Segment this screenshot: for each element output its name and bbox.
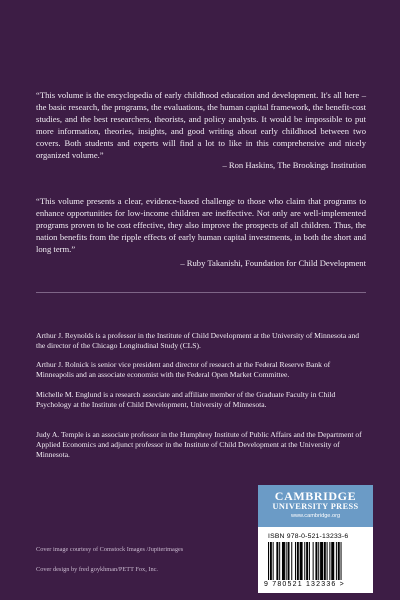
- barcode-bar: [270, 542, 272, 580]
- divider: [36, 292, 366, 293]
- barcode-bar: [300, 542, 303, 580]
- quote-haskins: “This volume is the encyclopedia of early childhood education and development. It's all here – the basic research, the programs, the evaluations, the human capital framework, the benefit-cost studies, and the best researchers, theorists, and policy analysts. It would be impossible to put more information, theories, insights, and good writing about early childhood between two covers. Both students and experts will find a lot to like in this comprehensive and nicely organized volume.”: [36, 89, 366, 161]
- bio-rolnick: Arthur J. Rolnick is senior vice president and director of research at the Federal Reserve Bank of Minneapolis and an associate economist with the Federal Open Market Committee.: [36, 359, 331, 379]
- barcode-bar: [268, 542, 269, 580]
- bio-reynolds: Arthur J. Reynolds is a professor in the Institute of Child Development at the University of Minnesota and the director of the Chicago Longitudinal Study (CLS).: [36, 330, 360, 350]
- barcode-bar: [306, 542, 308, 580]
- cover-image-credit: Cover image courtesy of Comstock Images /Jupiterimages: [36, 546, 184, 553]
- quote-takanishi: “This volume presents a clear, evidence-based challenge to those who claim that programs to enhance opportunities for low-income children are ineffective. Not only are well-implemented programs proven to be cost effective, they also improve the prospects of all children. Thus, the nation benefits from the ripple effects of early human capital investments, in both the short and long term.”: [36, 195, 366, 254]
- barcode-bar: [315, 542, 317, 580]
- barcode-bar: [297, 542, 299, 580]
- barcode-bar: [324, 542, 326, 580]
- barcode: [268, 542, 363, 580]
- bio-temple: Judy A. Temple is an associate professor in the Humphrey Institute of Public Affairs and the Department of Applied Economics and adjunct professor in the Institute of Child Development at the University of Minnesota.: [36, 429, 362, 459]
- barcode-bar: [318, 542, 319, 580]
- barcode-bar: [273, 542, 274, 580]
- publisher-name: CAMBRIDGE: [274, 489, 357, 503]
- barcode-bar: [309, 542, 310, 580]
- barcode-bar: [313, 542, 314, 580]
- barcode-bar: [286, 542, 287, 580]
- barcode-bar: [276, 542, 278, 580]
- barcode-bar: [341, 542, 342, 580]
- barcode-bar: [329, 542, 330, 580]
- barcode-bar: [327, 542, 328, 580]
- publisher-url: www.cambridge.org: [290, 513, 341, 519]
- barcode-bar: [279, 542, 280, 580]
- isbn-block: [258, 527, 373, 593]
- barcode-bar: [288, 542, 290, 580]
- barcode-bar: [282, 542, 285, 580]
- barcode-bar: [291, 542, 292, 580]
- publisher-logo: [258, 485, 373, 527]
- barcode-bar: [336, 542, 337, 580]
- quote-attribution-haskins: – Ron Haskins, The Brookings Institution: [222, 160, 366, 170]
- barcode-bar: [304, 542, 305, 580]
- isbn-label: ISBN 978-0-521-13233-6: [268, 533, 349, 540]
- barcode-bar: [338, 542, 340, 580]
- cover-design-credit: Cover design by fred goykhman/PETT Fox, Inc.: [36, 566, 158, 573]
- barcode-digits: 9 780521 132336 >: [264, 581, 345, 588]
- barcode-bar: [320, 542, 323, 580]
- barcode-bar: [331, 542, 334, 580]
- quote-attribution-takanishi: – Ruby Takanishi, Foundation for Child Development: [180, 258, 366, 268]
- barcode-bar: [295, 542, 296, 580]
- publisher-subname: UNIVERSITY PRESS: [272, 502, 359, 511]
- bio-englund: Michelle M. Englund is a research associate and affiliate member of the Graduate Faculty in Child Psychology at the Institute of Child Development, University of Minnesota.: [36, 389, 336, 409]
